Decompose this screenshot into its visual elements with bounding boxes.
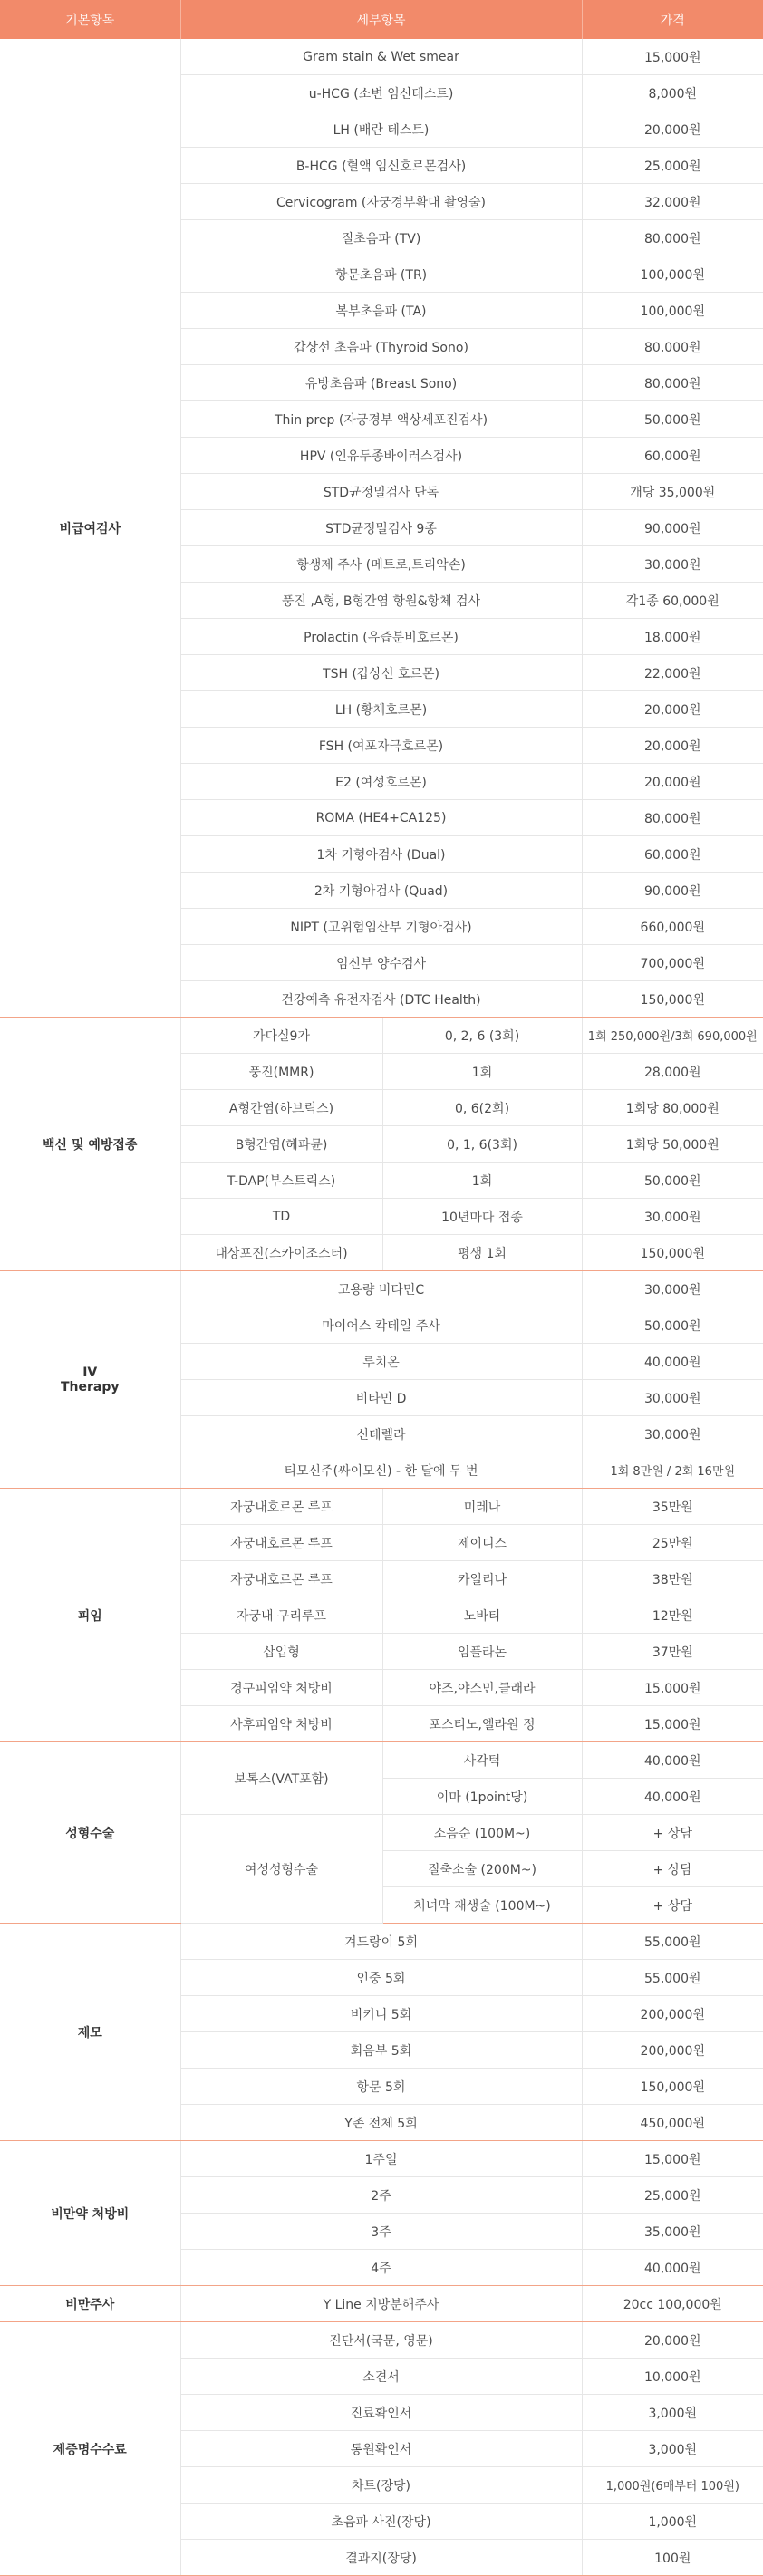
price-cell: 1,000원 [582, 2504, 763, 2540]
section-noninsured-tests [0, 39, 763, 1018]
item-cell: 1주일 [180, 2141, 582, 2177]
price-cell: 40,000원 [582, 2250, 763, 2286]
price-cell: 30,000원 [582, 1380, 763, 1416]
detail-cell: 평생 1회 [382, 1235, 582, 1271]
price-cell: 50,000원 [582, 1307, 763, 1344]
item-cell: 진료확인서 [180, 2395, 582, 2431]
price-cell: 32,000원 [582, 184, 763, 220]
price-cell: 20,000원 [582, 728, 763, 764]
section-cosmetic-surgery [0, 1742, 763, 1924]
price-cell: 100,000원 [582, 293, 763, 329]
price-cell: 35,000원 [582, 2214, 763, 2250]
item-cell: 사후피임약 처방비 [180, 1706, 382, 1742]
item-cell: 3주 [180, 2214, 582, 2250]
price-cell: 20,000원 [582, 691, 763, 728]
price-cell: 20,000원 [582, 111, 763, 148]
item-cell: 유방초음파 (Breast Sono) [180, 365, 582, 401]
detail-cell: 야즈,야스민,클래라 [382, 1670, 582, 1706]
price-cell: 50,000원 [582, 1163, 763, 1199]
item-cell: 항문 5회 [180, 2069, 582, 2105]
header-basic-item: 기본항목 [0, 0, 180, 39]
item-cell: 고용량 비타민C [180, 1271, 582, 1307]
header-detail-item: 세부항목 [180, 0, 582, 39]
table-row [0, 1018, 763, 1054]
price-cell: 60,000원 [582, 438, 763, 474]
price-cell: + 상담 [582, 1887, 763, 1924]
detail-cell: 포스티노,엘라원 정 [382, 1706, 582, 1742]
item-cell: 풍진 ,A형, B형간염 항원&항체 검사 [180, 583, 582, 619]
item-cell: STD균정밀검사 단독 [180, 474, 582, 510]
price-cell: 3,000원 [582, 2395, 763, 2431]
item-cell: 경구피임약 처방비 [180, 1670, 382, 1706]
price-cell: 450,000원 [582, 2105, 763, 2141]
item-cell: 질초음파 (TV) [180, 220, 582, 256]
table-row [0, 1742, 763, 1779]
price-cell: 150,000원 [582, 2069, 763, 2105]
detail-cell: 1회 [382, 1163, 582, 1199]
price-cell: 10,000원 [582, 2359, 763, 2395]
price-cell: 12만원 [582, 1597, 763, 1634]
price-cell: 15,000원 [582, 1670, 763, 1706]
item-cell: Thin prep (자궁경부 액상세포진검사) [180, 401, 582, 438]
detail-cell: 0, 2, 6 (3회) [382, 1018, 582, 1054]
price-cell: 37만원 [582, 1634, 763, 1670]
price-cell: 100,000원 [582, 256, 763, 293]
item-cell: ROMA (HE4+CA125) [180, 800, 582, 836]
table-row [0, 2141, 763, 2177]
item-cell: Y Line 지방분해주사 [180, 2286, 582, 2322]
item-cell: STD균정밀검사 9종 [180, 510, 582, 546]
price-cell: 40,000원 [582, 1344, 763, 1380]
item-cell: u-HCG (소변 임신테스트) [180, 75, 582, 111]
detail-cell: 임플라논 [382, 1634, 582, 1670]
item-cell: 결과지(장당) [180, 2540, 582, 2576]
item-cell: 인중 5회 [180, 1960, 582, 1996]
table-row [0, 1924, 763, 1960]
price-cell: 90,000원 [582, 510, 763, 546]
detail-cell: 처녀막 재생술 (100M~) [382, 1887, 582, 1924]
price-cell: 80,000원 [582, 800, 763, 836]
price-cell: 1회당 50,000원 [582, 1126, 763, 1163]
item-cell: TSH (갑상선 호르몬) [180, 655, 582, 691]
price-cell: 60,000원 [582, 836, 763, 873]
section-hair-removal [0, 1924, 763, 2141]
section-vaccines [0, 1018, 763, 1271]
item-cell: 자궁내호르몬 루프 [180, 1489, 382, 1525]
item-cell: 대상포진(스카이조스터) [180, 1235, 382, 1271]
section-fat-injection [0, 2286, 763, 2322]
detail-cell: 제이디스 [382, 1525, 582, 1561]
price-cell: 90,000원 [582, 873, 763, 909]
item-cell: Y존 전체 5회 [180, 2105, 582, 2141]
price-cell: 150,000원 [582, 981, 763, 1018]
price-cell: 660,000원 [582, 909, 763, 945]
item-cell: 가다실9가 [180, 1018, 382, 1054]
item-cell: NIPT (고위험임산부 기형아검사) [180, 909, 582, 945]
item-cell: 2주 [180, 2177, 582, 2214]
category-label: 피임 [0, 1489, 180, 1742]
item-cell: 차트(장당) [180, 2467, 582, 2504]
table-row [0, 1489, 763, 1525]
item-cell: 건강예측 유전자검사 (DTC Health) [180, 981, 582, 1018]
item-cell: 초음파 사진(장당) [180, 2504, 582, 2540]
price-cell: 3,000원 [582, 2431, 763, 2467]
price-cell: 15,000원 [582, 1706, 763, 1742]
price-cell: 55,000원 [582, 1960, 763, 1996]
category-label: 제증명수수료 [0, 2322, 180, 2576]
item-cell: 4주 [180, 2250, 582, 2286]
item-cell: 티모신주(싸이모신) - 한 달에 두 번 [180, 1452, 582, 1489]
price-cell: 40,000원 [582, 1779, 763, 1815]
detail-cell: 노바티 [382, 1597, 582, 1634]
detail-cell: 질축소술 (200M~) [382, 1851, 582, 1887]
table-row [0, 2286, 763, 2322]
price-cell: 28,000원 [582, 1054, 763, 1090]
price-cell: 30,000원 [582, 546, 763, 583]
price-cell: 35만원 [582, 1489, 763, 1525]
item-cell: 통원확인서 [180, 2431, 582, 2467]
price-cell: 80,000원 [582, 365, 763, 401]
item-cell: Gram stain & Wet smear [180, 39, 582, 75]
price-cell: 150,000원 [582, 1235, 763, 1271]
table-row [0, 2322, 763, 2359]
item-cell: 소견서 [180, 2359, 582, 2395]
item-cell: 회음부 5회 [180, 2032, 582, 2069]
detail-cell: 0, 6(2회) [382, 1090, 582, 1126]
category-label: 백신 및 예방접종 [0, 1018, 180, 1271]
header-price: 가격 [582, 0, 763, 39]
item-cell: 풍진(MMR) [180, 1054, 382, 1090]
price-cell: 80,000원 [582, 220, 763, 256]
table-row [0, 39, 763, 75]
price-cell: 200,000원 [582, 1996, 763, 2032]
item-cell: 보톡스(VAT포함) [180, 1742, 382, 1815]
item-cell: Prolactin (유즙분비호르몬) [180, 619, 582, 655]
price-cell: 50,000원 [582, 401, 763, 438]
price-cell: 20,000원 [582, 764, 763, 800]
price-cell: 22,000원 [582, 655, 763, 691]
price-cell: 200,000원 [582, 2032, 763, 2069]
category-label: 비만약 처방비 [0, 2141, 180, 2286]
item-cell: HPV (인유두종바이러스검사) [180, 438, 582, 474]
price-cell: 개당 35,000원 [582, 474, 763, 510]
item-cell: 2차 기형아검사 (Quad) [180, 873, 582, 909]
table-header [0, 0, 763, 39]
price-cell: 18,000원 [582, 619, 763, 655]
item-cell: FSH (여포자극호르몬) [180, 728, 582, 764]
category-label: 비급여검사 [0, 39, 180, 1018]
section-contraception [0, 1489, 763, 1742]
item-cell: TD [180, 1199, 382, 1235]
item-cell: 루치온 [180, 1344, 582, 1380]
item-cell: LH (황체호르몬) [180, 691, 582, 728]
item-cell: 여성성형수술 [180, 1815, 382, 1924]
item-cell: 자궁내호르몬 루프 [180, 1561, 382, 1597]
item-cell: 1차 기형아검사 (Dual) [180, 836, 582, 873]
detail-cell: 카일리나 [382, 1561, 582, 1597]
item-cell: Cervicogram (자궁경부확대 촬영술) [180, 184, 582, 220]
detail-cell: 1회 [382, 1054, 582, 1090]
item-cell: 복부초음파 (TA) [180, 293, 582, 329]
detail-cell: 사각턱 [382, 1742, 582, 1779]
price-cell: 25,000원 [582, 2177, 763, 2214]
section-diet-prescription [0, 2141, 763, 2286]
detail-cell: 소음순 (100M~) [382, 1815, 582, 1851]
item-cell: T-DAP(부스트릭스) [180, 1163, 382, 1199]
price-cell: 15,000원 [582, 2141, 763, 2177]
category-label: IV Therapy [0, 1271, 180, 1489]
detail-cell: 10년마다 접종 [382, 1199, 582, 1235]
price-cell: 700,000원 [582, 945, 763, 981]
table-row [0, 1271, 763, 1307]
item-cell: LH (배란 테스트) [180, 111, 582, 148]
price-cell: 30,000원 [582, 1271, 763, 1307]
price-cell: + 상담 [582, 1815, 763, 1851]
item-cell: 자궁내 구리루프 [180, 1597, 382, 1634]
detail-cell: 미레나 [382, 1489, 582, 1525]
price-cell: 1회당 80,000원 [582, 1090, 763, 1126]
section-certificate-fees [0, 2322, 763, 2576]
item-cell: 항생제 주사 (메트로,트리악손) [180, 546, 582, 583]
item-cell: 임신부 양수검사 [180, 945, 582, 981]
item-cell: A형간염(하브릭스) [180, 1090, 382, 1126]
item-cell: E2 (여성호르몬) [180, 764, 582, 800]
detail-cell: 이마 (1point당) [382, 1779, 582, 1815]
item-cell: 마이어스 칵테일 주사 [180, 1307, 582, 1344]
price-cell: 40,000원 [582, 1742, 763, 1779]
detail-cell: 0, 1, 6(3회) [382, 1126, 582, 1163]
item-cell: 비키니 5회 [180, 1996, 582, 2032]
item-cell: 자궁내호르몬 루프 [180, 1525, 382, 1561]
price-cell: 30,000원 [582, 1416, 763, 1452]
price-cell: 20,000원 [582, 2322, 763, 2359]
item-cell: 갑상선 초음파 (Thyroid Sono) [180, 329, 582, 365]
item-cell: 겨드랑이 5회 [180, 1924, 582, 1960]
price-cell: 25,000원 [582, 148, 763, 184]
item-cell: B형간염(헤파뮨) [180, 1126, 382, 1163]
item-cell: B-HCG (혈액 임신호르몬검사) [180, 148, 582, 184]
item-cell: 항문초음파 (TR) [180, 256, 582, 293]
price-cell: 1회 8만원 / 2회 16만원 [582, 1452, 763, 1489]
price-cell: 100원 [582, 2540, 763, 2576]
item-cell: 신데렐라 [180, 1416, 582, 1452]
price-cell: 30,000원 [582, 1199, 763, 1235]
price-cell: 80,000원 [582, 329, 763, 365]
item-cell: 진단서(국문, 영문) [180, 2322, 582, 2359]
price-cell: 8,000원 [582, 75, 763, 111]
price-cell: 20cc 100,000원 [582, 2286, 763, 2322]
price-cell: 1,000원(6매부터 100원) [582, 2467, 763, 2504]
category-label: 비만주사 [0, 2286, 180, 2322]
category-label: 성형수술 [0, 1742, 180, 1924]
price-cell: + 상담 [582, 1851, 763, 1887]
section-iv-therapy [0, 1271, 763, 1489]
item-cell: 삽입형 [180, 1634, 382, 1670]
category-label: 제모 [0, 1924, 180, 2141]
price-cell: 25만원 [582, 1525, 763, 1561]
price-cell: 각1종 60,000원 [582, 583, 763, 619]
price-cell: 15,000원 [582, 39, 763, 75]
item-cell: 비타민 D [180, 1380, 582, 1416]
price-cell: 55,000원 [582, 1924, 763, 1960]
price-cell: 1회 250,000원/3회 690,000원 [582, 1018, 763, 1054]
price-cell: 38만원 [582, 1561, 763, 1597]
